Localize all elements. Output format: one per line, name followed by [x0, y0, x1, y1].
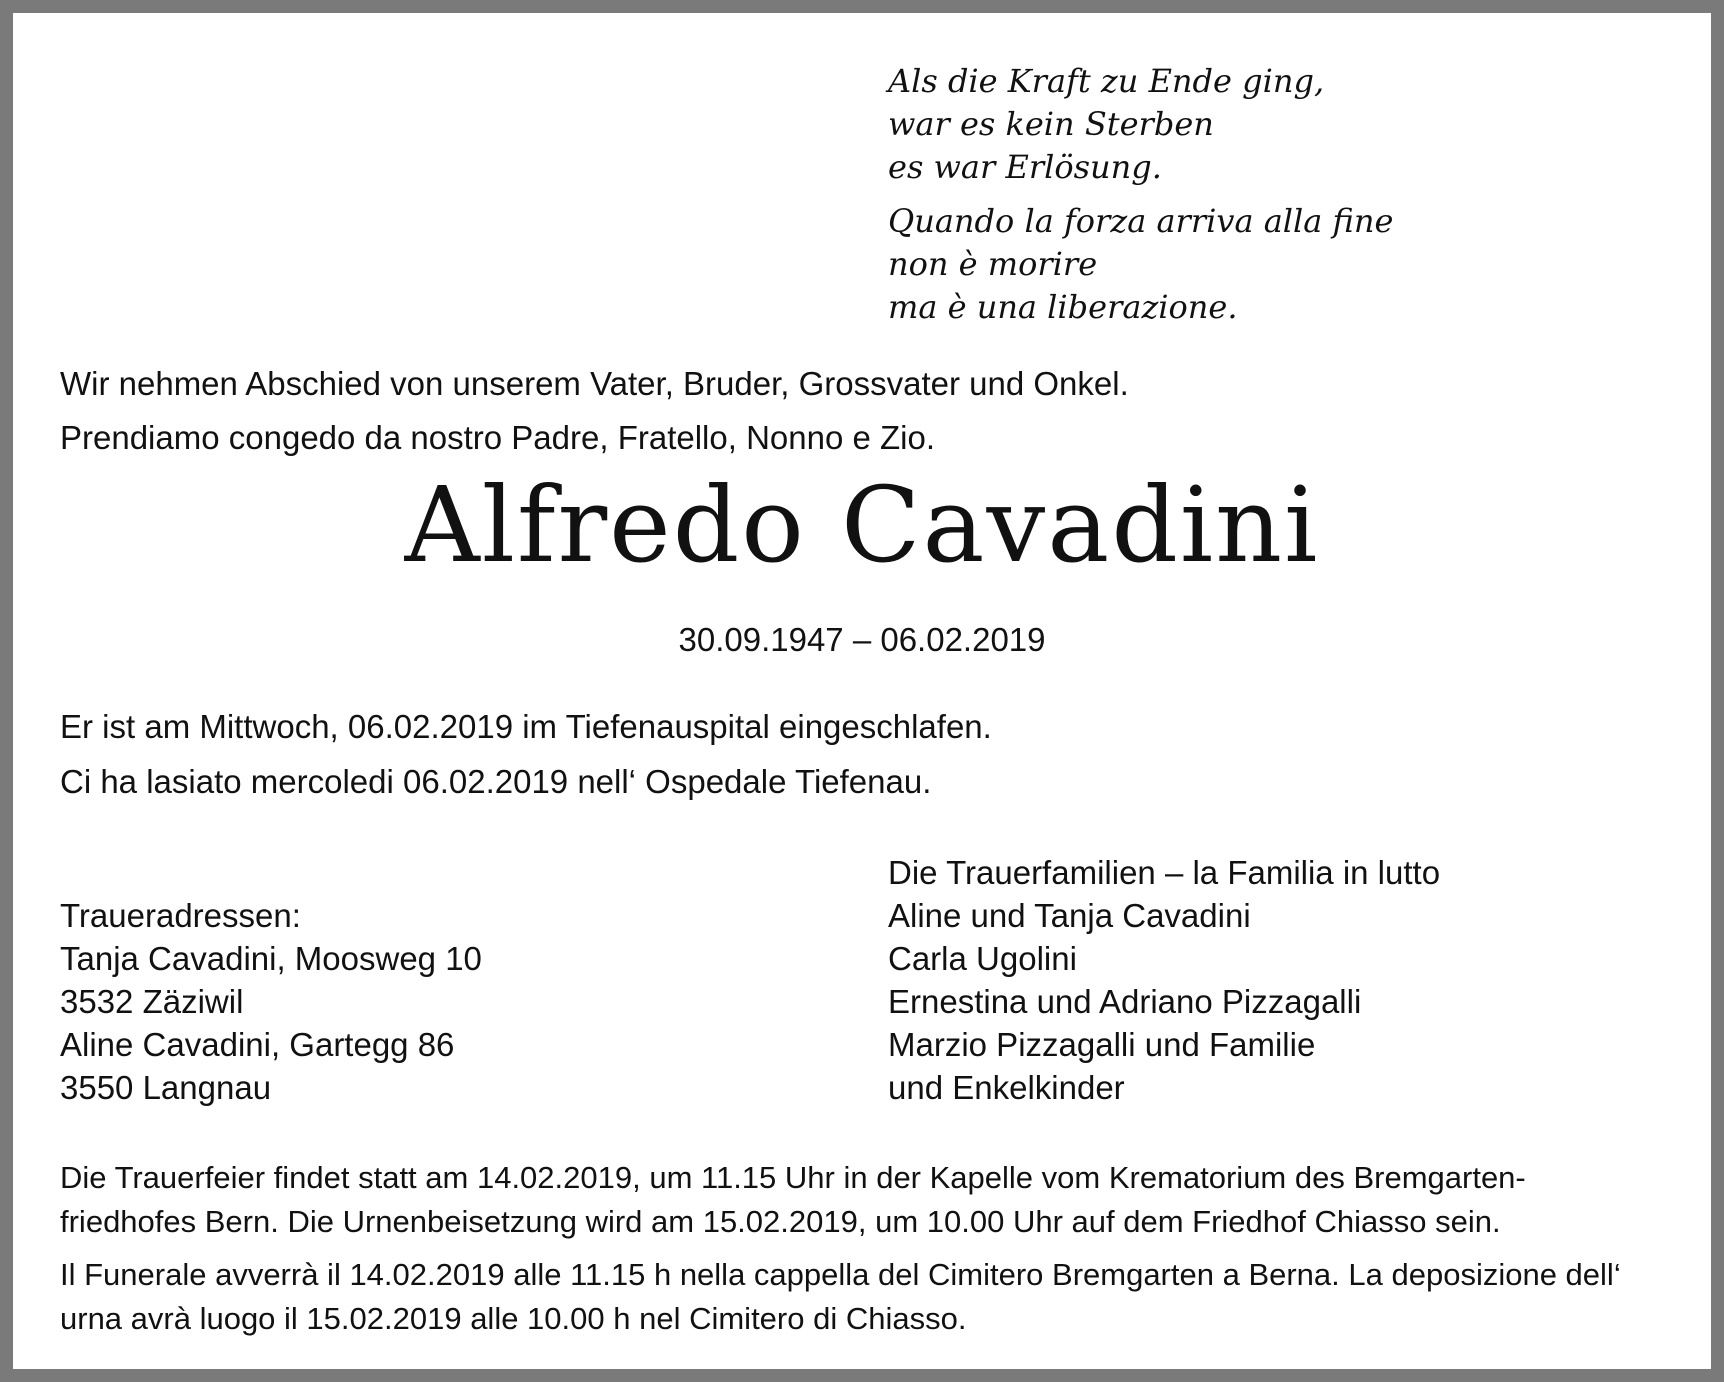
- family-member: Marzio Pizzagalli und Familie: [888, 1026, 1316, 1063]
- family-member: Aline und Tanja Cavadini: [888, 897, 1251, 934]
- passing-german: Er ist am Mittwoch, 06.02.2019 im Tiefenauspital eingeschlafen.: [60, 708, 992, 745]
- address-line: Aline Cavadini, Gartegg 86: [60, 1026, 455, 1063]
- family-member: Carla Ugolini: [888, 940, 1077, 977]
- poem-line: ma è una liberazione.: [888, 288, 1238, 326]
- family-member: und Enkelkinder: [888, 1069, 1125, 1106]
- deceased-dates: 30.09.1947 – 06.02.2019: [678, 621, 1046, 658]
- intro-italian: Prendiamo congedo da nostro Padre, Fratello, Nonno e Zio.: [60, 419, 936, 456]
- funeral-italian: Il Funerale avverrà il 14.02.2019 alle 11.15 h nella cappella del Cimitero Bremgarten a Berna. La deposizione dell‘ urna avrà luogo il 15.02.2019 alle 10.00 h nel Cimitero di Chiasso.: [60, 1257, 1621, 1336]
- intro-german: Wir nehmen Abschied von unserem Vater, Bruder, Grossvater und Onkel.: [60, 365, 1129, 402]
- family-list: [888, 851, 1440, 1109]
- poem-italian: [888, 200, 1393, 329]
- deceased-name: Alfredo Cavadini: [404, 464, 1320, 586]
- address-line: 3532 Zäziwil: [60, 983, 244, 1020]
- poem-line: Als die Kraft zu Ende ging,: [888, 62, 1325, 100]
- address-list: [60, 894, 482, 1109]
- obituary-page: [13, 13, 1711, 1369]
- poem-line: non è morire: [888, 245, 1098, 283]
- passing-italian: Ci ha lasiato mercoledi 06.02.2019 nell‘ Ospedale Tiefenau.: [60, 763, 932, 800]
- family-member: Ernestina und Adriano Pizzagalli: [888, 983, 1362, 1020]
- poem-german: [888, 60, 1324, 189]
- family-heading: Die Trauerfamilien – la Familia in lutto: [888, 854, 1441, 891]
- address-heading: Traueradressen:: [60, 897, 301, 934]
- address-line: 3550 Langnau: [60, 1069, 272, 1106]
- poem-line: war es kein Sterben: [888, 105, 1214, 143]
- funeral-german: Die Trauerfeier findet statt am 14.02.2019, um 11.15 Uhr in der Kapelle vom Krematorium des Bremgarten- friedhofes Bern. Die Urnenbeisetzung wird am 15.02.2019, um 10.00 Uhr auf dem Friedhof Chiasso sein.: [60, 1160, 1526, 1239]
- poem-line: Quando la forza arriva alla fine: [888, 202, 1394, 240]
- poem-line: es war Erlösung.: [888, 148, 1162, 186]
- address-line: Tanja Cavadini, Moosweg 10: [60, 940, 482, 977]
